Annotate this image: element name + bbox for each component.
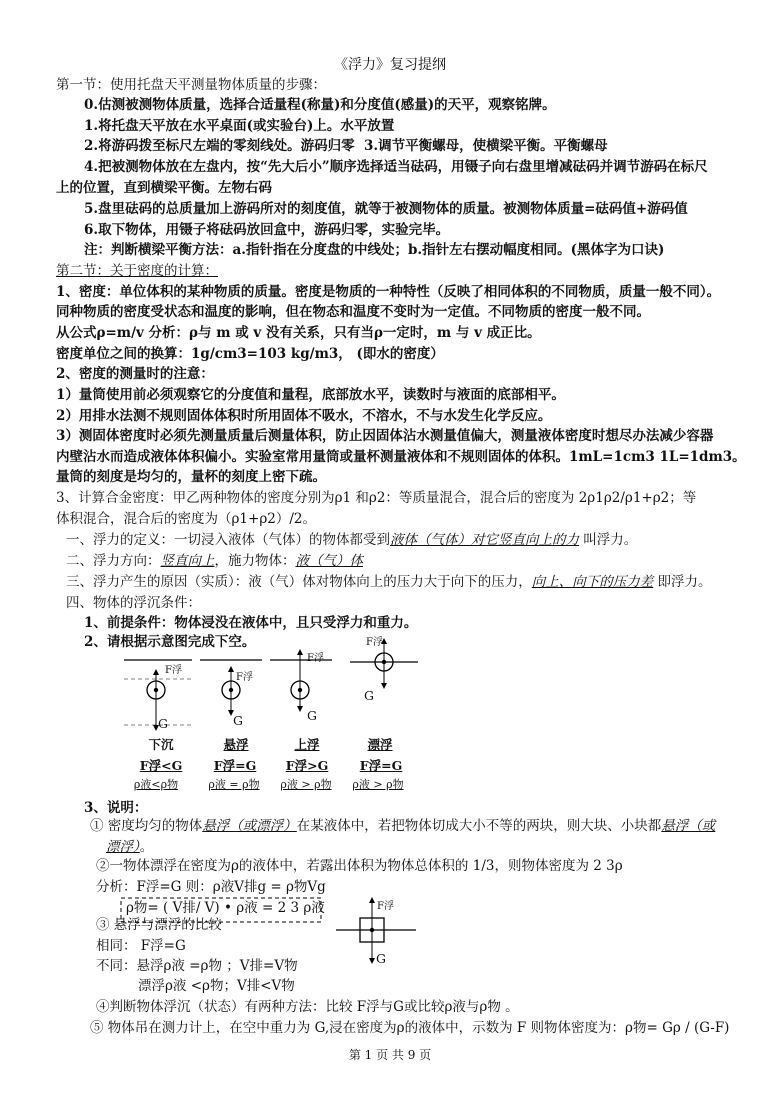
note-2-analysis: 分析：F浮=G 则：ρ液V排g = ρ物Vg [96,879,326,895]
sink-force-up: F浮 [165,665,182,676]
step-6: 6.取下物体，用镊子将砝码放回盒中，游码归零，实验完毕。 [84,222,450,238]
rise-force-down: G [307,708,317,723]
precondition: 1、前提条件：物体浸没在液体中，且只受浮力和重力。 [84,615,418,631]
measure-1: 1）量筒使用前必须观察它的分度值和量程，底部放水平，读数时与液面的底部相平。 [56,387,565,403]
density-sink: ρ液<ρ物 [133,778,179,791]
step-0: 0.估测被测物体质量，选择合适量程(称量)和分度值(感量)的天平，观察铭牌。 [84,97,556,113]
step-4: 4.把被测物体放在左盘内，按“先大后小”顺序选择适当砝码，用镊子向右盘里增减砝码并调节游码在标尺 [84,159,708,175]
note-5: ⑤ 物体吊在测力计上，在空中重力为 G,浸在密度为ρ的液体中，示数为 F 则物体密度为：ρ物= Gρ / (G-F) [90,1020,730,1036]
buoyancy-cause: 三、浮力产生的原因（实质）：液（气）体对物体向上的压力大于向下的压力，向上、向下的压力差 即浮力。 [66,574,712,590]
note-1: ① 密度均匀的物体悬浮（或漂浮）在某液体中，若把物体切成大小不等的两块，则大块、小块都悬浮（或 [90,818,716,834]
note-3-diff-float: 漂浮ρ液 <ρ物；V排<V物 [138,978,295,994]
section-1-heading: 第一节：使用托盘天平测量物体质量的步骤： [56,77,326,93]
relation-suspend: F浮=G [213,758,257,773]
buoyancy-definition: 一、浮力的定义：一切浸入液体（气体）的物体都受到液体（气体）对它竖直向上的力 叫浮力。 [66,532,638,548]
float-panel [350,638,418,689]
suspend-force-down: G [233,713,243,728]
density-definition: 1、密度：单位体积的某种物质的质量。密度是物质的一种特性（反映了相同体积的不同物质，质量一般不同）。 [56,284,721,300]
step-1: 1.将托盘天平放在水平桌面(或实验台)上。水平放置 [84,118,395,134]
relation-float: F浮=G [359,758,403,773]
state-suspend: 悬浮 [223,737,249,752]
float-sink-heading: 四、物体的浮沉条件： [66,595,201,611]
measure-3-end: 量筒的刻度是均匀的，量杯的刻度上密下疏。 [56,469,326,485]
step-3: 3.调节平衡螺母，使横梁平衡。平衡螺母 [364,138,608,154]
buoyancy-direction: 二、浮力方向：竖直向上，施力物体：液（气）体 [66,553,363,569]
alloy-density: 3、计算合金密度：甲乙两种物体的密度分别为ρ1 和ρ2：等质量混合，混合后的密度为 2ρ1ρ2/ρ1+ρ2；等 [56,490,697,506]
balance-note: 注：判断横梁平衡方法：a.指针指在分度盘的中线处；b.指针左右摆动幅度相同。(黑体字为口诀) [84,242,665,258]
diagram-prompt: 2、请根据示意图完成下空。 [84,634,256,650]
density-formula: 从公式ρ=m/v 分析：ρ与 m 或 v 没有关系，只有当ρ一定时，m 与 v 成正比。 [56,325,541,341]
step-4-cont: 上的位置，直到横梁平衡。左物右码 [56,180,272,196]
note-2: ②一物体漂浮在密度为ρ的液体中，若露出体积为物体总体积的 1/3，则物体密度为 2 3ρ [96,858,623,874]
measure-heading: 2、密度的测量时的注意： [56,366,214,382]
float-force-up: F浮 [366,637,383,648]
density-suspend: ρ液 = ρ物 [208,778,260,791]
step-5: 5.盘里砝码的总质量加上游码所对的刻度值，就等于被测物体的质量。被测物体质量=砝码值+游码值 [84,201,688,217]
density-units: 密度单位之间的换算：1g/cm3=103 kg/m3， (即水的密度） [56,346,444,362]
measure-2: 2）用排水法测不规则固体体积时所用固体不吸水，不溶水，不与水发生化学反应。 [56,408,552,424]
note-3-same: 相同： F浮=G [96,938,186,954]
measure-3-cont: 内壁沾水而造成液体体积偏小。实验室常用量筒或量杯测量液体和不规则固体的体积。1mL=1cm3 1L=1dm3。 [56,449,746,465]
sink-force-down: G [158,716,168,731]
relation-sink: F浮<G [139,758,183,773]
relation-rise: F浮>G [285,758,329,773]
measure-3: 3）测固体密度时必须先测量质量后测量体积，防止因固体沾水测量值偏大，测量液体密度时想尽办法减少容器 [56,428,714,444]
float-force-down: G [364,688,374,703]
section-2-heading: 第二节：关于密度的计算： [56,263,218,279]
block-force-up: F浮 [377,901,394,912]
step-2: 2.将游码拨至标尺左端的零刻线处。游码归零 [84,138,355,154]
note-4: ④判断物体浮沉（状态）有两种方法：比较 F浮与G或比较ρ液与ρ物 。 [96,999,519,1015]
page-footer: 第 1 页 共 9 页 [348,1048,432,1062]
note-1-cont: 漂浮）。 [106,839,154,855]
notes-heading: 3、说明： [84,800,148,816]
rise-force-up: F浮 [307,653,324,664]
density-definition-cont: 同种物质的密度受状态和温度的影响，但在物态和温度不变时为一定值。不同物质的密度一般不同。 [56,304,650,320]
state-sink: 下沉 [148,737,174,752]
suspend-force-up: F浮 [236,672,253,683]
block-force-down: G [376,951,386,966]
note-2-formula: ρ物= ( V排/ V) • ρ液 = 2 3 ρ液 [126,900,325,916]
density-float: ρ液 > ρ物 [352,778,404,791]
state-rise: 上浮 [294,737,320,752]
note-3: ③ 悬浮与漂浮的比较 [96,917,222,933]
alloy-density-cont: 体积混合，混合后的密度为（ρ1+ρ2）/2。 [56,511,316,527]
density-rise: ρ液 > ρ物 [280,778,332,791]
state-float: 漂浮 [367,737,393,752]
note-3-diff-suspend: 不同：悬浮ρ液 =ρ物 ；V排=V物 [96,958,298,974]
page-title: 《浮力》复习提纲 [334,57,446,73]
